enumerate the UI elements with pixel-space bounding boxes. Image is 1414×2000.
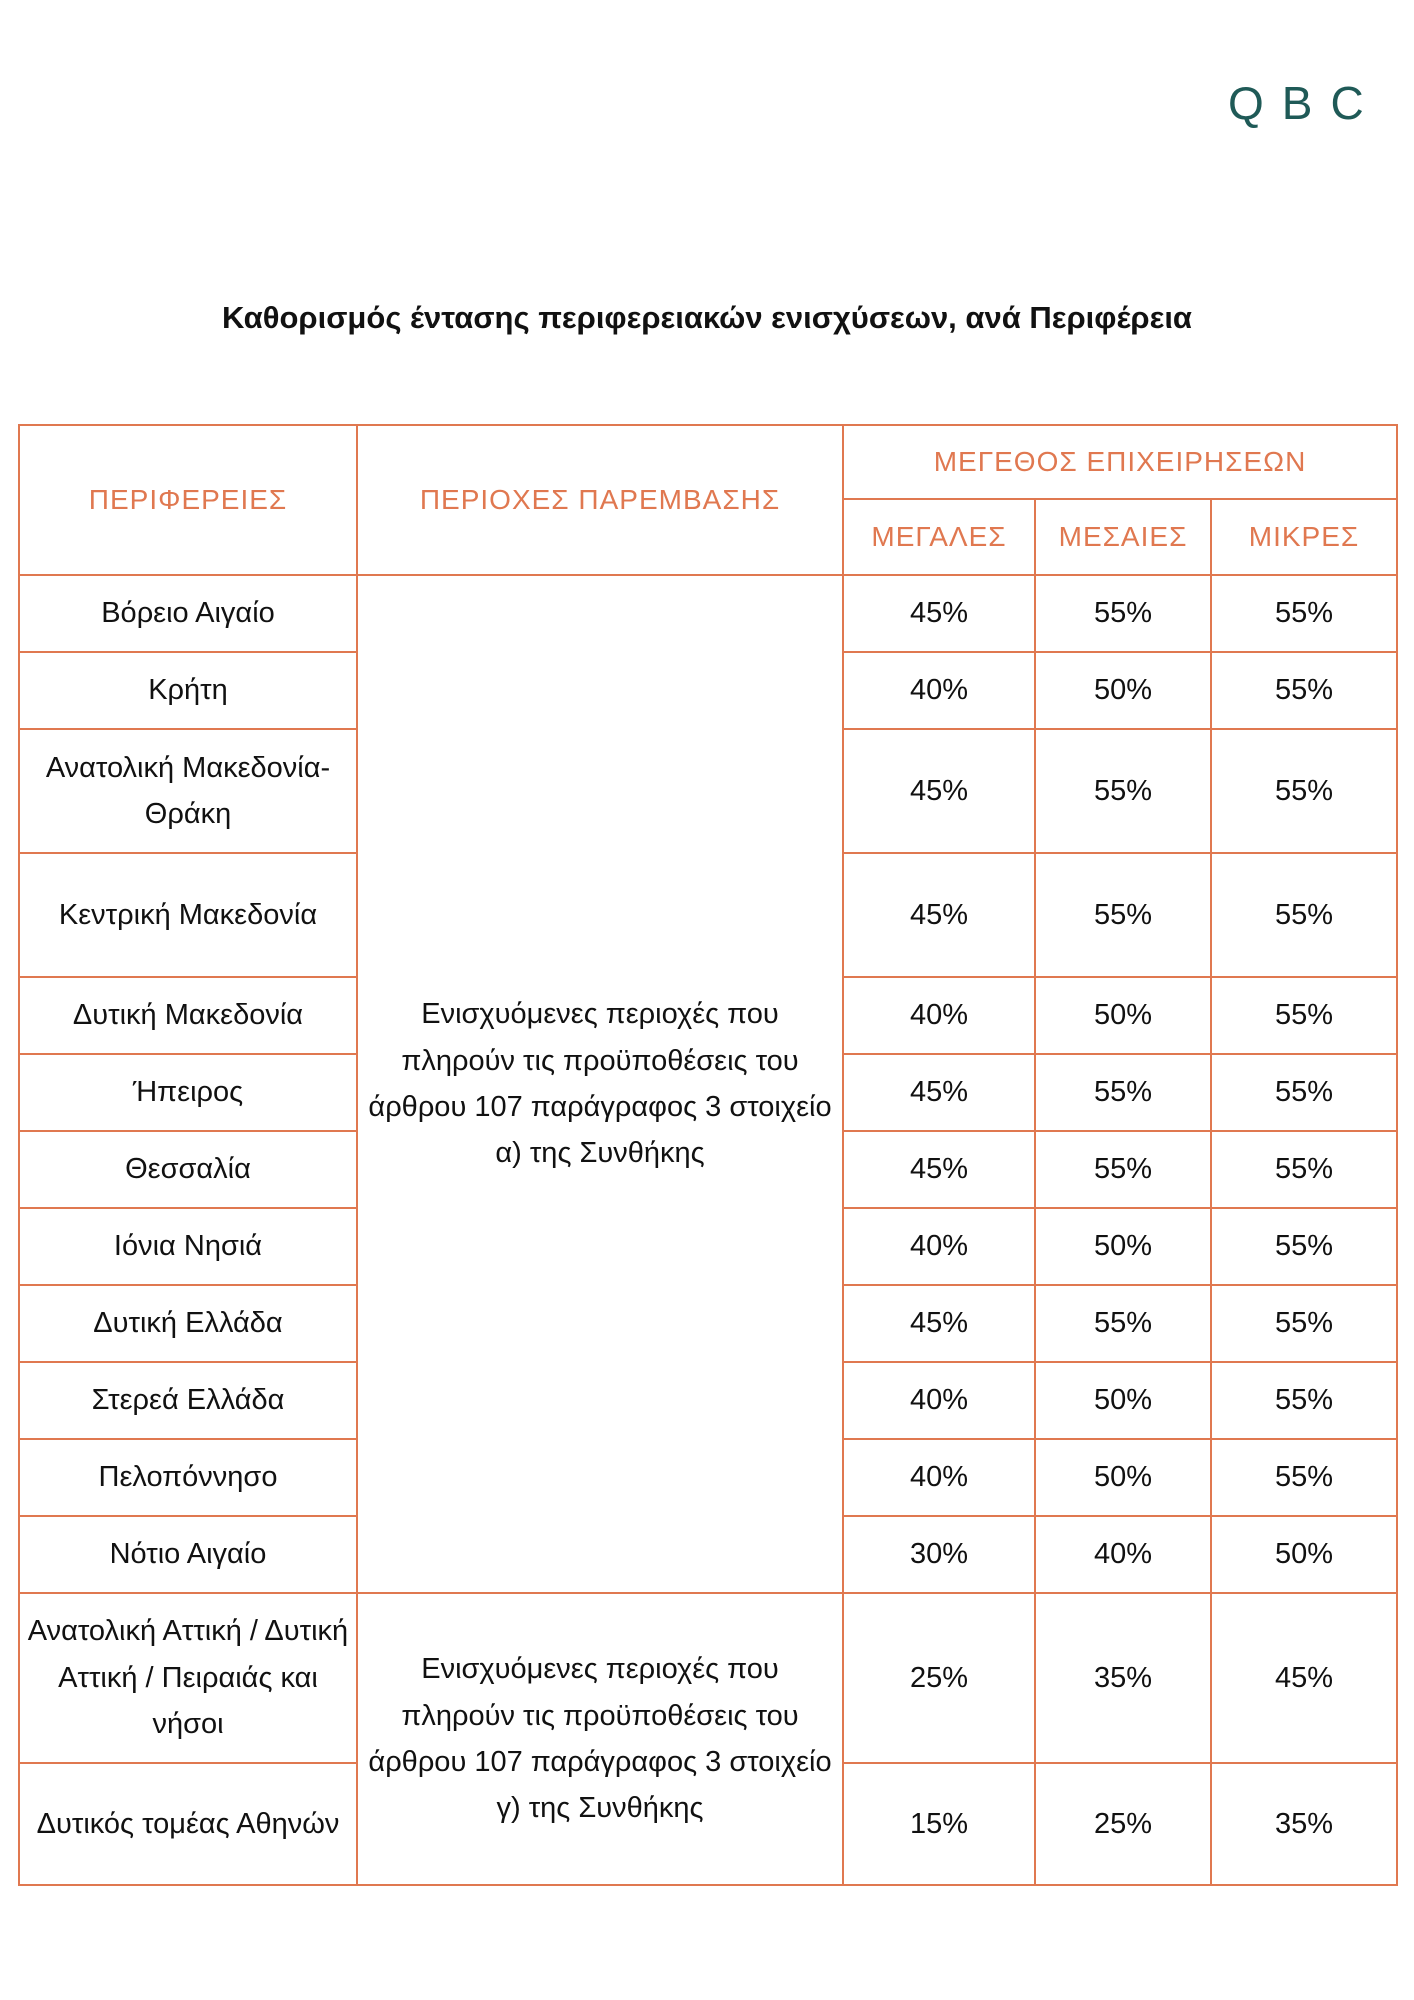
rate-large: 40% bbox=[843, 1439, 1035, 1516]
rate-small: 55% bbox=[1211, 652, 1397, 729]
region-name: Νότιο Αιγαίο bbox=[19, 1516, 357, 1593]
header-medium: ΜΕΣΑΙΕΣ bbox=[1035, 499, 1211, 575]
page-title: Καθορισμός έντασης περιφερειακών ενισχύσεων, ανά Περιφέρεια bbox=[222, 300, 1192, 335]
region-name: Ήπειρος bbox=[19, 1054, 357, 1131]
rate-medium: 50% bbox=[1035, 652, 1211, 729]
logo-letter-c: C bbox=[1330, 77, 1364, 129]
rate-medium: 40% bbox=[1035, 1516, 1211, 1593]
rate-small: 55% bbox=[1211, 1362, 1397, 1439]
rate-medium: 50% bbox=[1035, 1208, 1211, 1285]
table-row bbox=[19, 575, 1397, 652]
rate-large: 15% bbox=[843, 1763, 1035, 1885]
header-areas: ΠΕΡΙΟΧΕΣ ΠΑΡΕΜΒΑΣΗΣ bbox=[357, 425, 843, 575]
rate-medium: 55% bbox=[1035, 853, 1211, 977]
region-name: Δυτικός τομέας Αθηνών bbox=[19, 1763, 357, 1885]
header-large: ΜΕΓΑΛΕΣ bbox=[843, 499, 1035, 575]
logo-letter-q: Q bbox=[1228, 77, 1264, 129]
rate-small: 55% bbox=[1211, 1054, 1397, 1131]
rate-small: 55% bbox=[1211, 977, 1397, 1054]
table-row bbox=[19, 1593, 1397, 1763]
region-name: Πελοπόννησο bbox=[19, 1439, 357, 1516]
header-small: ΜΙΚΡΕΣ bbox=[1211, 499, 1397, 575]
rate-small: 35% bbox=[1211, 1763, 1397, 1885]
rate-small: 55% bbox=[1211, 1285, 1397, 1362]
rate-small: 55% bbox=[1211, 1208, 1397, 1285]
rate-small: 50% bbox=[1211, 1516, 1397, 1593]
rate-large: 45% bbox=[843, 853, 1035, 977]
rate-medium: 55% bbox=[1035, 1285, 1211, 1362]
region-name: Δυτική Ελλάδα bbox=[19, 1285, 357, 1362]
region-name: Ανατολική Αττική / Δυτική Αττική / Πειραιάς και νήσοι bbox=[19, 1593, 357, 1763]
intervention-area: Ενισχυόμενες περιοχές που πληρούν τις προϋποθέσεις του άρθρου 107 παράγραφος 3 στοιχείο α) της Συνθήκης bbox=[357, 575, 843, 1593]
logo-letter-b: B bbox=[1281, 77, 1313, 129]
rate-medium: 55% bbox=[1035, 575, 1211, 652]
intervention-area: Ενισχυόμενες περιοχές που πληρούν τις προϋποθέσεις του άρθρου 107 παράγραφος 3 στοιχείο γ) της Συνθήκης bbox=[357, 1593, 843, 1885]
aid-intensity-table bbox=[18, 424, 1398, 1886]
rate-small: 55% bbox=[1211, 575, 1397, 652]
region-name: Θεσσαλία bbox=[19, 1131, 357, 1208]
rate-small: 55% bbox=[1211, 729, 1397, 853]
rate-large: 40% bbox=[843, 652, 1035, 729]
region-name: Στερεά Ελλάδα bbox=[19, 1362, 357, 1439]
region-name: Βόρειο Αιγαίο bbox=[19, 575, 357, 652]
company-logo bbox=[1228, 74, 1364, 132]
rate-large: 25% bbox=[843, 1593, 1035, 1763]
rate-large: 45% bbox=[843, 1285, 1035, 1362]
rate-medium: 35% bbox=[1035, 1593, 1211, 1763]
rate-medium: 55% bbox=[1035, 1131, 1211, 1208]
rate-medium: 55% bbox=[1035, 729, 1211, 853]
rate-small: 45% bbox=[1211, 1593, 1397, 1763]
rate-large: 40% bbox=[843, 977, 1035, 1054]
rate-small: 55% bbox=[1211, 1439, 1397, 1516]
rate-large: 30% bbox=[843, 1516, 1035, 1593]
rate-small: 55% bbox=[1211, 853, 1397, 977]
region-name: Δυτική Μακεδονία bbox=[19, 977, 357, 1054]
rate-large: 40% bbox=[843, 1362, 1035, 1439]
header-company-size: ΜΕΓΕΘΟΣ ΕΠΙΧΕΙΡΗΣΕΩΝ bbox=[843, 425, 1397, 499]
rate-medium: 50% bbox=[1035, 1439, 1211, 1516]
region-name: Ιόνια Νησιά bbox=[19, 1208, 357, 1285]
rate-small: 55% bbox=[1211, 1131, 1397, 1208]
rate-large: 45% bbox=[843, 729, 1035, 853]
rate-large: 40% bbox=[843, 1208, 1035, 1285]
rate-medium: 50% bbox=[1035, 977, 1211, 1054]
header-regions: ΠΕΡΙΦΕΡΕΙΕΣ bbox=[19, 425, 357, 575]
region-name: Ανατολική Μακεδονία-Θράκη bbox=[19, 729, 357, 853]
region-name: Κρήτη bbox=[19, 652, 357, 729]
rate-large: 45% bbox=[843, 1054, 1035, 1131]
region-name: Κεντρική Μακεδονία bbox=[19, 853, 357, 977]
rate-medium: 50% bbox=[1035, 1362, 1211, 1439]
rate-large: 45% bbox=[843, 1131, 1035, 1208]
rate-medium: 25% bbox=[1035, 1763, 1211, 1885]
rate-medium: 55% bbox=[1035, 1054, 1211, 1131]
rate-large: 45% bbox=[843, 575, 1035, 652]
